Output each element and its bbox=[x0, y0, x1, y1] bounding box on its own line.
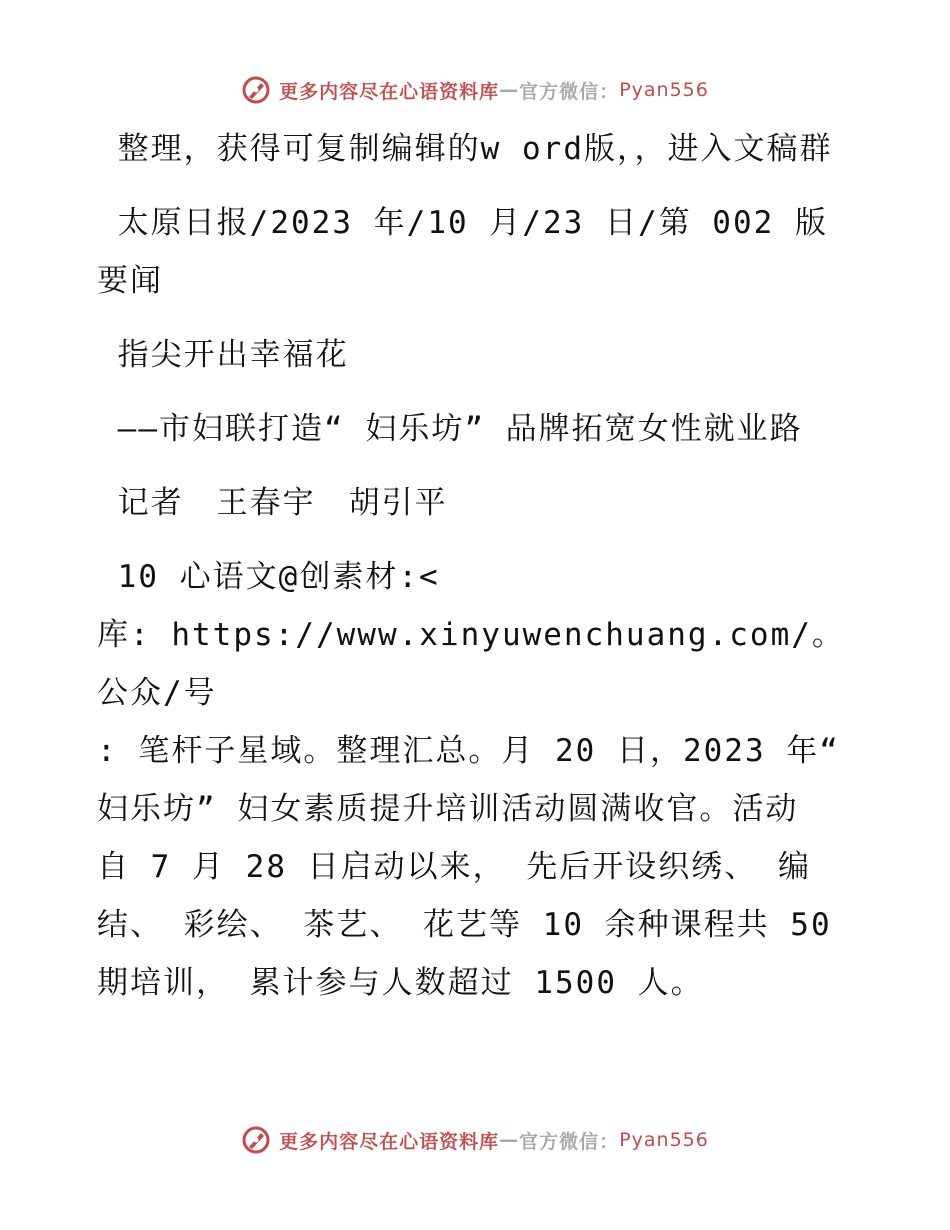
article-title: 指尖开出幸福花 bbox=[97, 337, 349, 373]
body-line: 妇乐坊” 妇女素质提升培训活动圆满收官。活动 bbox=[97, 791, 799, 827]
watermark-brand: 更多内容尽在心语资料库 bbox=[279, 1130, 500, 1153]
quill-pen-circle-icon bbox=[241, 75, 271, 105]
watermark-wechat-id: Pyan556 bbox=[619, 79, 709, 101]
source-line: 太原日报/2023 年/10 月/23 日/第 002 版要闻 bbox=[97, 205, 828, 299]
watermark-label: 官方微信： bbox=[519, 1130, 620, 1153]
body-line: : 笔杆子星域。整理汇总。月 20 日，2023 年“ bbox=[97, 733, 840, 769]
watermark-separator: — bbox=[499, 1129, 520, 1151]
watermark-brand: 更多内容尽在心语资料库 bbox=[279, 80, 500, 103]
body-line: 库: https://www.xinyuwenchuang.com/。公众/号 bbox=[97, 617, 845, 711]
body-line: 10 心语文@创素材:< bbox=[97, 559, 440, 595]
footer-watermark bbox=[0, 1120, 950, 1160]
watermark-wechat-id: Pyan556 bbox=[619, 1129, 709, 1151]
header-watermark bbox=[0, 70, 950, 110]
watermark-label: 官方微信： bbox=[519, 80, 620, 103]
byline: 记者 王春宇 胡引平 bbox=[97, 485, 448, 521]
body-line: 期培训， 累计参与人数超过 1500 人。 bbox=[97, 965, 704, 1001]
intro-line: 整理，获得可复制编辑的w ord版，，进入文稿群 bbox=[97, 131, 833, 167]
document-body bbox=[97, 120, 857, 1012]
body-line: 结、 彩绘、 茶艺、 花艺等 10 余种课程共 50 bbox=[97, 907, 832, 943]
article-subtitle: ——市妇联打造“ 妇乐坊” 品牌拓宽女性就业路 bbox=[97, 411, 803, 447]
quill-pen-circle-icon bbox=[241, 1125, 271, 1155]
watermark-separator: — bbox=[499, 79, 520, 101]
body-line: 自 7 月 28 日启动以来， 先后开设织绣、 编 bbox=[97, 849, 811, 885]
